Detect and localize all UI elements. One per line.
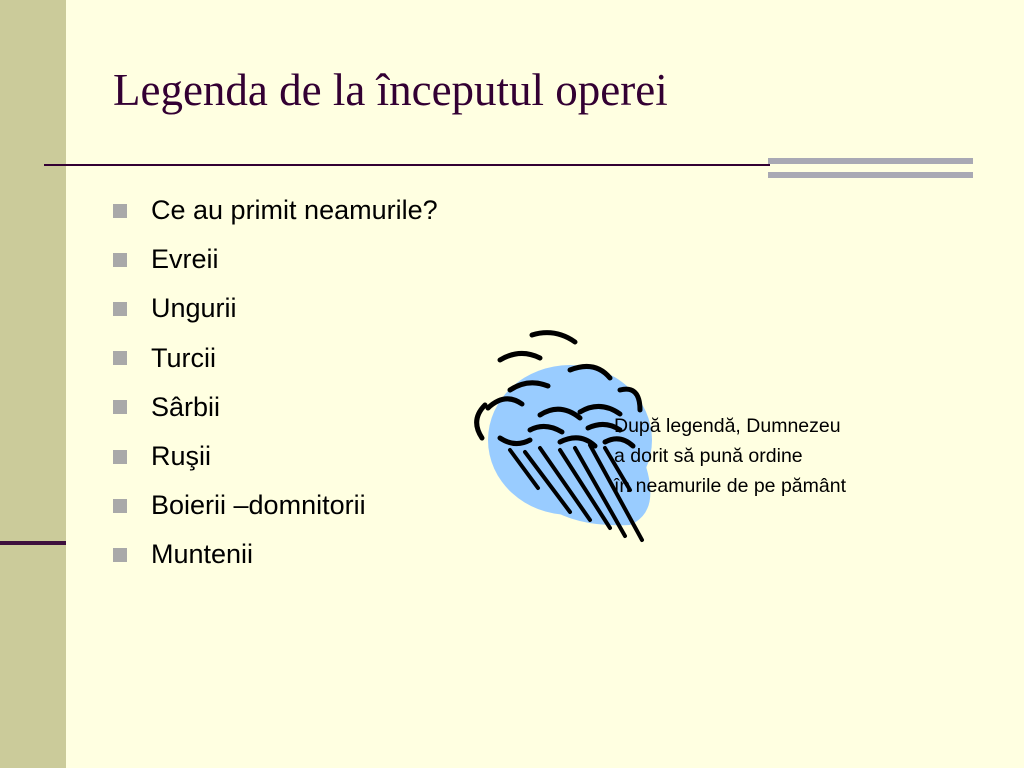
square-bullet-icon (113, 499, 127, 513)
bullet-item (113, 186, 438, 235)
bullet-text: Ruşii (151, 441, 212, 472)
bullet-text: Ce au primit neamurile? (151, 195, 438, 226)
bullet-item (113, 383, 438, 432)
square-bullet-icon (113, 548, 127, 562)
square-bullet-icon (113, 351, 127, 365)
title-divider (44, 164, 770, 166)
bullet-text: Muntenii (151, 539, 254, 570)
bullet-text: Boierii –domnitorii (151, 490, 366, 521)
square-bullet-icon (113, 253, 127, 267)
bullet-item (113, 284, 438, 333)
divider-accent-bar-top (768, 158, 973, 164)
caption-line: a dorit să pună ordine (614, 445, 803, 467)
bullet-item (113, 530, 438, 579)
bullet-list (113, 186, 438, 580)
bullet-text: Evreii (151, 244, 219, 275)
divider-accent-bar-bottom (768, 172, 973, 178)
bullet-text: Ungurii (151, 293, 237, 324)
bullet-item (113, 481, 438, 530)
bullet-item (113, 334, 438, 383)
slide-title: Legenda de la începutul operei (113, 65, 668, 115)
bullet-text: Turcii (151, 342, 216, 373)
bullet-text: Sârbii (151, 391, 221, 422)
caption-line: După legendă, Dumnezeu (614, 415, 841, 437)
square-bullet-icon (113, 302, 127, 316)
left-sidebar-band (0, 0, 66, 768)
bullet-item (113, 235, 438, 284)
square-bullet-icon (113, 204, 127, 218)
caption-line: în neamurile de pe pământ (614, 475, 846, 497)
square-bullet-icon (113, 450, 127, 464)
square-bullet-icon (113, 400, 127, 414)
sidebar-accent-line (0, 541, 66, 545)
cloud-caption (614, 411, 846, 501)
bullet-item (113, 432, 438, 481)
